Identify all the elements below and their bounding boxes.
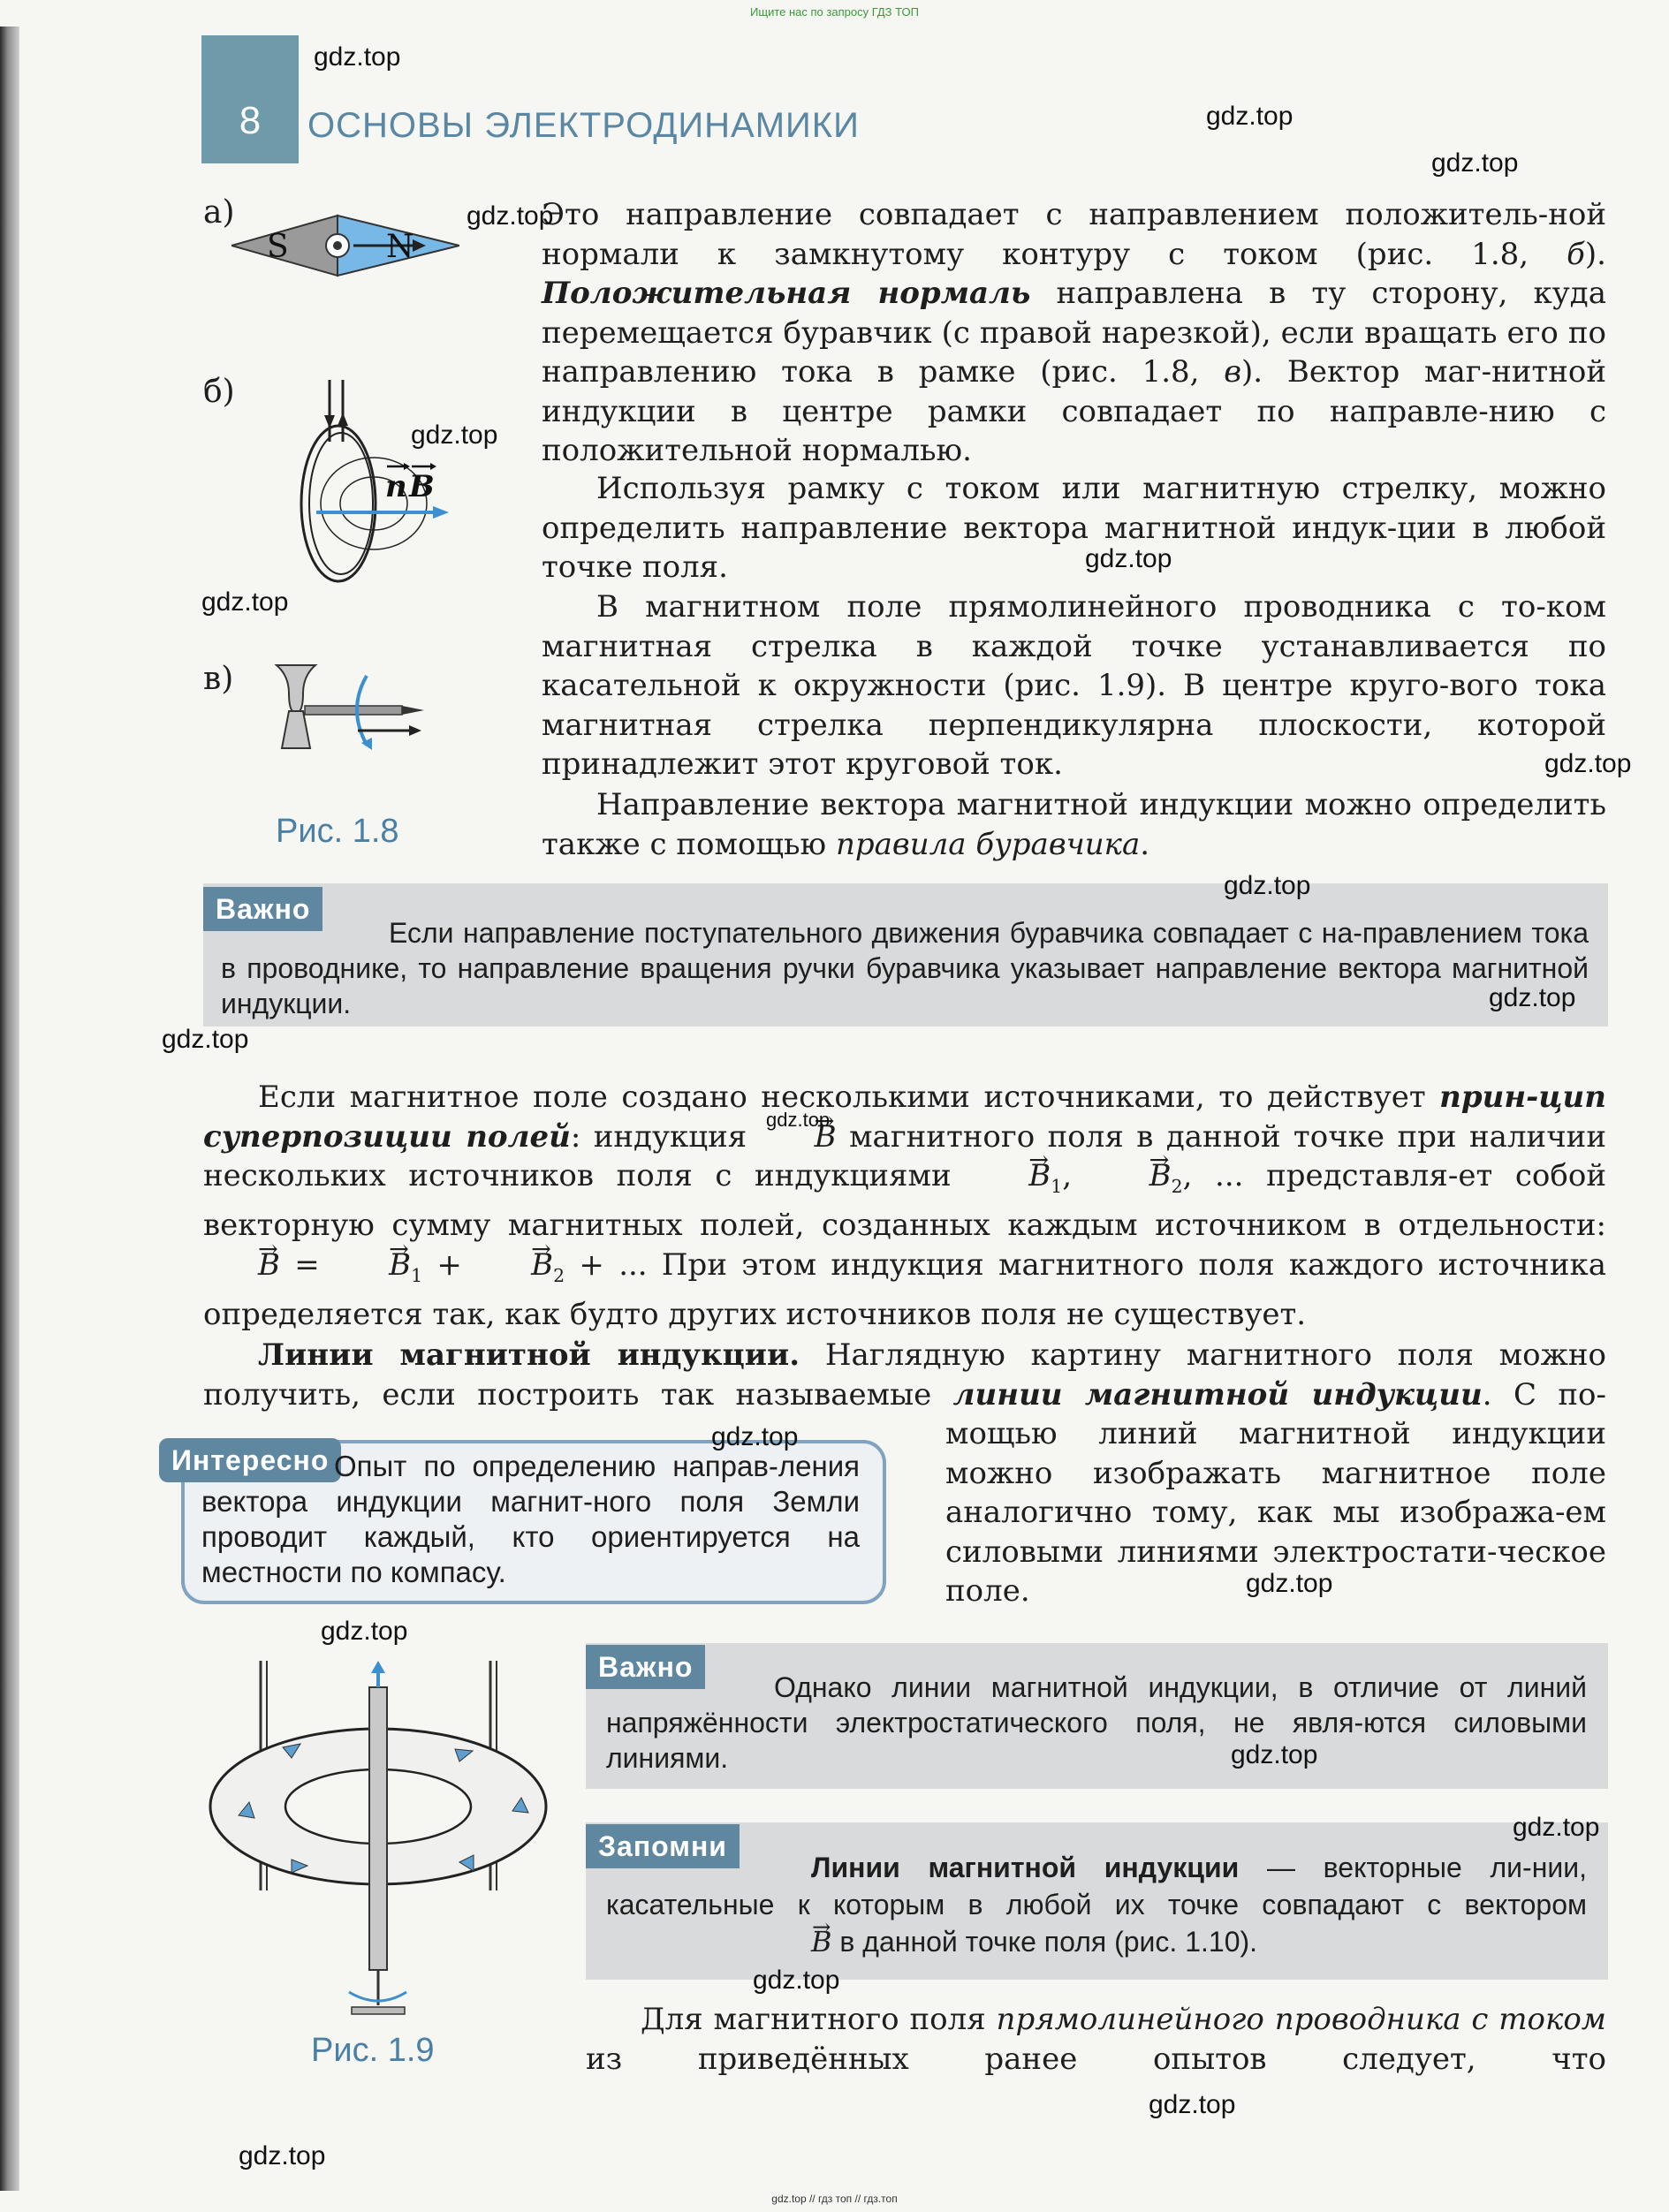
page-number: 8 — [239, 99, 262, 142]
important-text-2: Однако линии магнитной индукции, в отличие от линий напряжённости электростатического поля, не явля-ются силовыми линиями. — [606, 1671, 1587, 1774]
fig19-caption: Рис. 1.9 — [311, 2032, 435, 2069]
bottom-note: gdz.top // гдз топ // гдз.топ — [771, 2193, 898, 2205]
watermark: gdz.top — [162, 1025, 249, 1054]
paragraph-superposition: Если магнитное поле создано несколькими источниками, то действует прин-цип суперпозиции полей: индукция → B магнитного поля в данной точке при наличии нескольких источников поля с индукциями → $B_1$, → $B_2$, ... представля-ет собой векторную сумму магнитных полей, созданных каждым источником в отдельности: → B = → $B_1$ + → $B_2$ + ... При этом индукция магнитного поля каждого источника определяется так, как будто других источников поля не существует. — [203, 1078, 1606, 1335]
watermark: gdz.top — [1231, 1740, 1318, 1769]
remember-text: Линии магнитной индукции — векторные ли-нии, касательные к которым в любой их точке совпадают с вектором → B в данной точке поля (рис. 1.10). — [606, 1849, 1587, 1960]
pole-n-label: N — [386, 229, 414, 265]
watermark: gdz.top — [753, 1966, 840, 1995]
watermark: gdz.top — [1085, 544, 1172, 573]
important-text-1: Если направление поступательного движения буравчика совпадает с на-правлением тока в проводнике, то направление вращения ручки буравчика указывает направление вектора магнитной индукции. — [221, 917, 1589, 1019]
magnetic-needle-figure — [231, 214, 459, 277]
gimlet-figure — [269, 658, 437, 760]
watermark: gdz.top — [239, 2141, 326, 2170]
paragraph-induction-lines-cont: мощью линий магнитной индукции можно изображать магнитное поле аналогично тому, как мы изобража-ем силовыми линиями электростати-ческое поле. — [945, 1416, 1606, 1609]
watermark: gdz.top — [321, 1617, 408, 1646]
vector-b-label: B — [409, 469, 435, 504]
important-badge-1: Важно — [203, 887, 322, 931]
top-note: Ищите нас по запросу ГДЗ ТОП — [750, 5, 919, 19]
watermark: gdz.top — [1513, 1813, 1600, 1842]
section-title: ОСНОВЫ ЭЛЕКТРОДИНАМИКИ — [307, 106, 860, 145]
remember-badge: Запомни — [586, 1824, 740, 1868]
watermark: gdz.top — [411, 420, 498, 450]
important-badge-2: Важно — [586, 1645, 705, 1689]
watermark: gdz.top — [1431, 148, 1519, 178]
paragraph-straight-conductor-field: Для магнитного поля прямолинейного проводника с током из приведённых ранее опытов следует, что — [586, 2002, 1606, 2077]
watermark: gdz.top — [1246, 1569, 1333, 1598]
watermark: gdz.top — [467, 201, 554, 231]
watermark: gdz.top — [1149, 2090, 1236, 2119]
paragraph-positive-normal: Это направление совпадает с направлением положитель-ной нормали к замкнутому контуру с током (рис. 1.8, б). Положительная нормаль направлена в ту сторону, куда перемещается буравчик (с правой нарезкой), если вращать его по направлению тока в рамке (рис. 1.8, в). Вектор маг-нитной индукции в центре рамки совпадает по направле-нию с положительной нормалью. — [542, 197, 1606, 468]
fig18-label-a: а) — [203, 194, 235, 231]
watermark: gdz.top — [201, 587, 289, 617]
watermark: gdz.top — [1544, 749, 1632, 778]
paragraph-using-frame: Используя рамку с током или магнитную стрелку, можно определить направление вектора магнитной индук-ции в любой точке поля. — [542, 471, 1606, 585]
fig18-label-b: б) — [203, 374, 235, 410]
current-loop-figure — [281, 380, 502, 583]
fig18-caption: Рис. 1.8 — [276, 813, 399, 850]
watermark: gdz.top — [314, 42, 401, 72]
pole-s-label: S — [267, 229, 289, 265]
watermark: gdz.top — [1206, 102, 1293, 131]
watermark: gdz.top — [711, 1422, 799, 1451]
watermark: gdz.top — [766, 1109, 831, 1131]
straight-conductor-figure — [203, 1661, 570, 2032]
interesting-text: Опыт по определению направ-ления вектора индукции магнит-ного поля Земли проводит каждый, кто ориентируется на местности по компасу. — [201, 1450, 860, 1588]
normal-n-label: n — [385, 469, 407, 504]
paragraph-induction-lines: Линии магнитной индукции. Наглядную картину магнитного поля можно получить, если построить так называемые линии магнитной индукции. С по- — [203, 1337, 1607, 1413]
fig18-label-v: в) — [203, 661, 234, 697]
paragraph-gimlet-rule: Направление вектора магнитной индукции можно определить также с помощью правила буравчика. — [542, 787, 1606, 862]
watermark: gdz.top — [1489, 983, 1576, 1012]
paragraph-straight-conductor: В магнитном поле прямолинейного проводника с то-ком магнитная стрелка в каждой точке устанавливается по касательной к окружности (рис. 1.9). В центре круго-вого тока магнитная стрелка перпендикулярна плоскости, которой принадлежит этот круговой ток. — [542, 589, 1606, 782]
page-edge — [0, 27, 19, 2191]
watermark: gdz.top — [1224, 871, 1311, 900]
interesting-badge: Интересно — [159, 1438, 341, 1482]
